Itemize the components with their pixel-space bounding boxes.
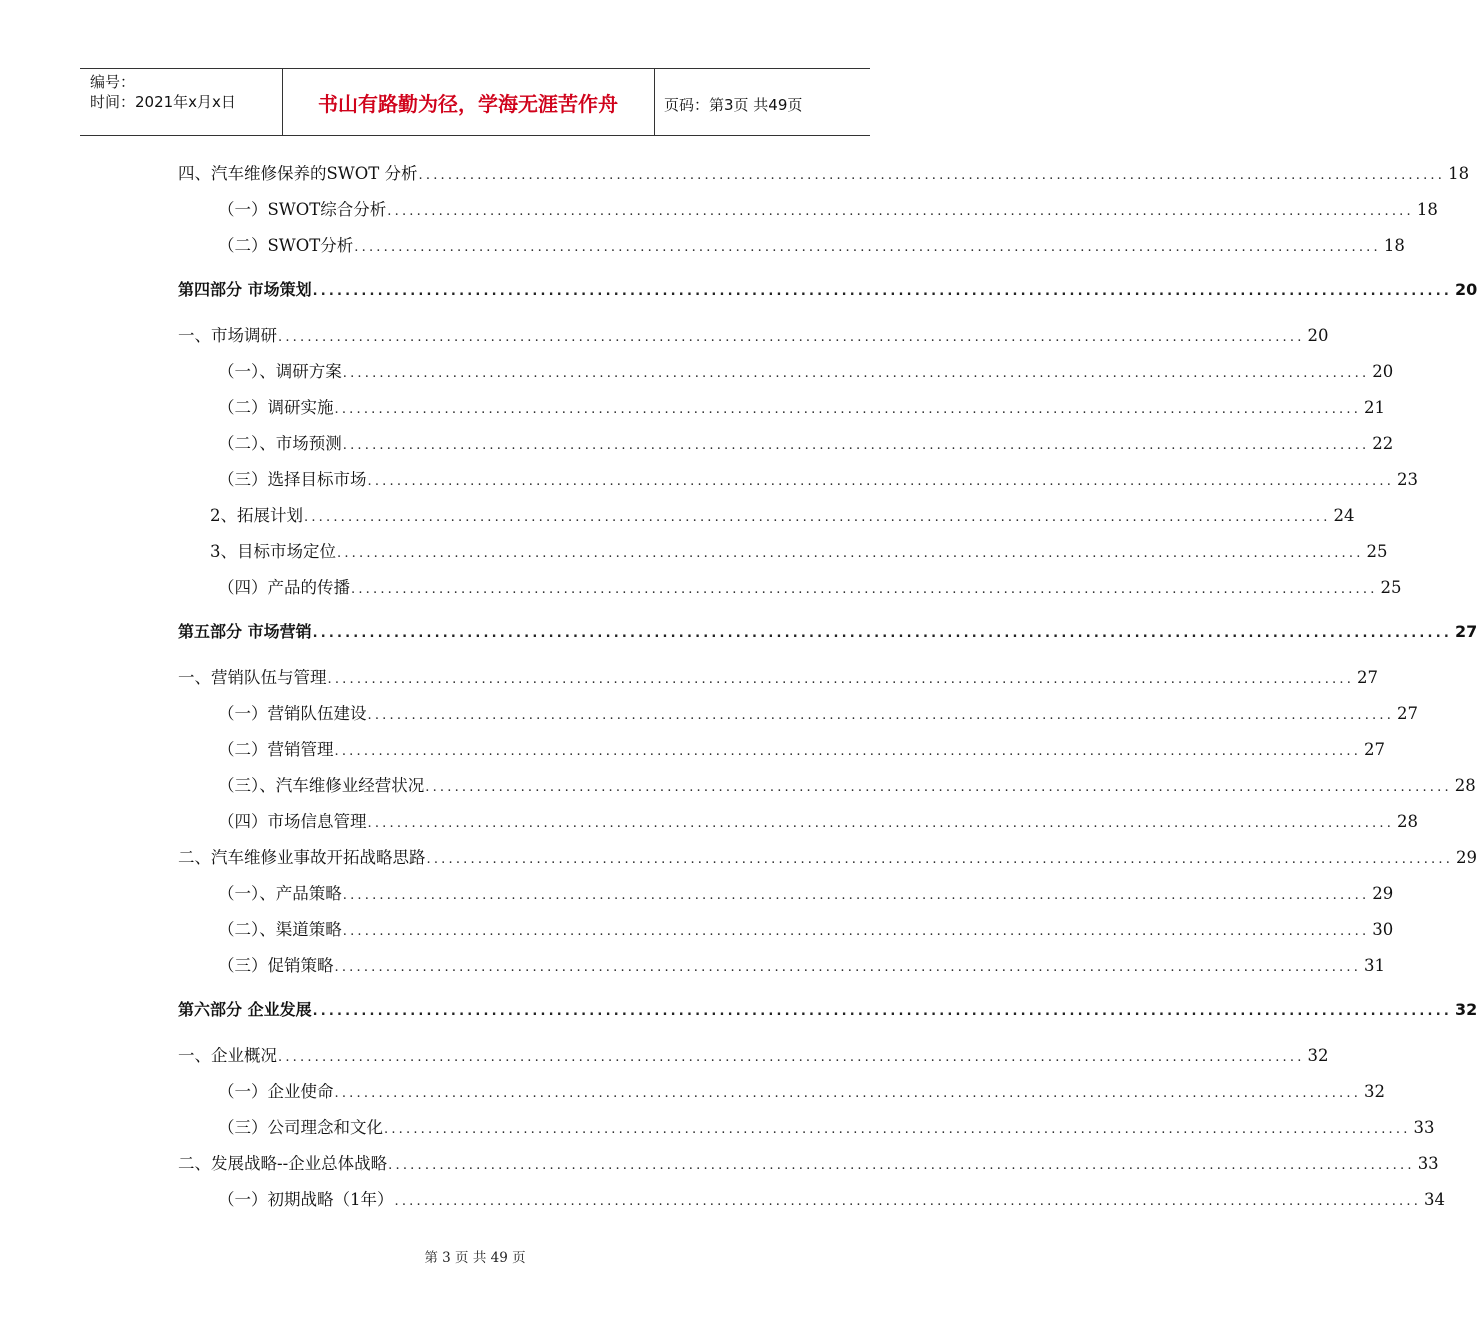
toc-entry[interactable]	[178, 664, 1379, 688]
toc-leader-dots: ............................................................................................................................................	[342, 888, 1370, 903]
toc-entry-label: （一）、调研方案	[218, 362, 342, 381]
toc-entry-page: 29	[1372, 884, 1394, 903]
toc-entry-page: 31	[1364, 956, 1386, 975]
toc-entry[interactable]	[178, 160, 1470, 184]
toc-entry[interactable]	[218, 736, 1386, 760]
toc-entry-label: （二）营销管理	[218, 740, 334, 759]
toc-entry-page: 18	[1416, 200, 1438, 219]
toc-entry-label: （一）企业使命	[218, 1082, 334, 1101]
toc-entry-page: 33	[1413, 1118, 1435, 1137]
toc-entry[interactable]	[178, 277, 1477, 301]
toc-entry-page: 18	[1383, 236, 1405, 255]
toc-entry-page: 30	[1372, 920, 1394, 939]
toc-leader-dots: ............................................................................................................................................	[367, 474, 1395, 489]
toc-leader-dots: ............................................................................................................................................	[387, 204, 1414, 219]
toc-entry-label: 第四部分 市场策划	[178, 280, 312, 299]
toc-leader-dots: ............................................................................................................................................	[367, 816, 1395, 831]
header-page-info: 页码：第3页 共49页	[664, 96, 803, 114]
toc-entry-label: 一、市场调研	[178, 326, 277, 345]
toc-entry-label: （二）、渠道策略	[218, 920, 342, 939]
toc-entry-label: （四）市场信息管理	[218, 812, 367, 831]
toc-entry-page: 20	[1372, 362, 1394, 381]
toc-entry-page: 27	[1397, 704, 1419, 723]
toc-entry-label: 一、营销队伍与管理	[178, 668, 327, 687]
toc-leader-dots: ............................................................................................................................................	[342, 438, 1370, 453]
toc-entry-label: （二）SWOT分析	[218, 236, 354, 255]
toc-entry-page: 23	[1397, 470, 1419, 489]
toc-entry-page: 20	[1454, 280, 1477, 299]
toc-entry-page: 34	[1424, 1190, 1446, 1209]
toc-entry-page: 28	[1454, 776, 1476, 795]
toc-entry-label: 二、汽车维修业事故开拓战略思路	[178, 848, 426, 867]
toc-entry-label: （二）调研实施	[218, 398, 334, 417]
toc-entry-page: 24	[1333, 506, 1355, 525]
toc-leader-dots: ............................................................................................................................................	[354, 240, 1381, 255]
toc-entry-label: （二）、市场预测	[218, 434, 342, 453]
toc-entry[interactable]	[218, 196, 1438, 220]
toc-entry[interactable]	[178, 1042, 1329, 1066]
toc-entry-label: （一）SWOT综合分析	[218, 200, 387, 219]
toc-leader-dots: ............................................................................................................................................	[342, 366, 1370, 381]
toc-leader-dots: ............................................................................................................................................	[278, 1050, 1305, 1065]
toc-leader-dots: ............................................................................................................................................	[426, 852, 1454, 867]
toc-entry[interactable]	[218, 394, 1386, 418]
toc-entry[interactable]	[218, 1078, 1386, 1102]
toc-entry-label: 四、汽车维修保养的SWOT 分析	[178, 164, 418, 183]
toc-leader-dots: ............................................................................................................................................	[334, 402, 1362, 417]
toc-entry-page: 32	[1454, 1000, 1477, 1019]
toc-entry-label: 第五部分 市场营销	[178, 622, 312, 641]
toc-leader-dots: ............................................................................................................................................	[278, 330, 1305, 345]
toc-entry-label: 一、企业概况	[178, 1046, 277, 1065]
header-divider-right	[654, 68, 655, 136]
toc-entry-page: 22	[1372, 434, 1394, 453]
toc-leader-dots: ............................................................................................................................................	[304, 510, 1331, 525]
toc-leader-dots: ............................................................................................................................................	[312, 626, 1452, 641]
toc-entry[interactable]	[218, 574, 1402, 598]
toc-leader-dots: ............................................................................................................................................	[312, 1004, 1452, 1019]
toc-leader-dots: ............................................................................................................................................	[334, 1086, 1362, 1101]
toc-entry[interactable]	[210, 502, 1355, 526]
toc-entry[interactable]	[218, 358, 1394, 382]
toc-entry-page: 18	[1448, 164, 1470, 183]
toc-leader-dots: ............................................................................................................................................	[342, 924, 1370, 939]
toc-entry[interactable]	[178, 322, 1329, 346]
toc-entry-label: （三）促销策略	[218, 956, 334, 975]
toc-entry[interactable]	[218, 916, 1394, 940]
toc-entry-label: （三）、汽车维修业经营状况	[218, 776, 425, 795]
toc-entry-label: 3、目标市场定位	[210, 542, 336, 561]
header-motto: 书山有路勤为径，学海无涯苦作舟	[318, 92, 618, 116]
toc-leader-dots: ............................................................................................................................................	[312, 284, 1452, 299]
page-footer: 第 3 页 共 49 页	[424, 1250, 526, 1266]
toc-entry[interactable]	[218, 880, 1394, 904]
toc-leader-dots: ............................................................................................................................................	[351, 582, 1378, 597]
toc-entry-page: 27	[1364, 740, 1386, 759]
toc-entry[interactable]	[218, 700, 1419, 724]
toc-leader-dots: ............................................................................................................................................	[384, 1122, 1411, 1137]
toc-entry-page: 27	[1357, 668, 1379, 687]
toc-entry[interactable]	[218, 466, 1419, 490]
header-top-rule	[80, 68, 870, 69]
toc-leader-dots: ............................................................................................................................................	[334, 960, 1362, 975]
toc-entry[interactable]	[178, 1150, 1439, 1174]
toc-entry-page: 25	[1380, 578, 1402, 597]
toc-entry-label: （三）选择目标市场	[218, 470, 367, 489]
toc-entry[interactable]	[218, 808, 1419, 832]
toc-entry-page: 33	[1417, 1154, 1439, 1173]
toc-entry-label: （一）营销队伍建设	[218, 704, 367, 723]
toc-leader-dots: ............................................................................................................................................	[425, 780, 1452, 795]
toc-entry[interactable]	[178, 844, 1477, 868]
toc-entry[interactable]	[210, 538, 1388, 562]
toc-entry-page: 29	[1456, 848, 1477, 867]
toc-entry[interactable]	[218, 430, 1394, 454]
toc-leader-dots: ............................................................................................................................................	[334, 744, 1362, 759]
toc-leader-dots: ............................................................................................................................................	[388, 1158, 1415, 1173]
toc-entry-label: （三）公司理念和文化	[218, 1118, 383, 1137]
toc-entry-label: （四）产品的传播	[218, 578, 350, 597]
toc-entry[interactable]	[178, 997, 1477, 1021]
toc-entry-label: 二、发展战略--企业总体战略	[178, 1154, 388, 1173]
toc-entry-label: 2、拓展计划	[210, 506, 303, 525]
toc-entry-page: 25	[1366, 542, 1388, 561]
toc-entry[interactable]	[218, 1186, 1446, 1210]
header-bottom-rule	[80, 135, 870, 136]
toc-entry[interactable]	[218, 952, 1386, 976]
toc-entry[interactable]	[218, 772, 1476, 796]
toc-entry-page: 27	[1454, 622, 1477, 641]
toc-entry-page: 21	[1364, 398, 1386, 417]
toc-entry[interactable]	[218, 232, 1405, 256]
toc-leader-dots: ............................................................................................................................................	[367, 708, 1395, 723]
toc-entry-page: 28	[1397, 812, 1419, 831]
toc-entry-page: 32	[1364, 1082, 1386, 1101]
toc-entry-label: 第六部分 企业发展	[178, 1000, 312, 1019]
toc-entry-page: 20	[1307, 326, 1329, 345]
toc-leader-dots: ............................................................................................................................................	[418, 168, 1446, 183]
toc-leader-dots: ............................................................................................................................................	[394, 1194, 1422, 1209]
toc-entry-label: （一）初期战略（1年）	[218, 1190, 394, 1209]
toc-entry-page: 32	[1307, 1046, 1329, 1065]
header-number-label: 编号：	[90, 73, 136, 91]
header-date: 时间：2021年x月x日	[90, 93, 236, 111]
toc-leader-dots: ............................................................................................................................................	[337, 546, 1364, 561]
toc-entry-label: （一）、产品策略	[218, 884, 342, 903]
toc-entry[interactable]	[178, 619, 1477, 643]
toc-entry[interactable]	[218, 1114, 1435, 1138]
toc-leader-dots: ............................................................................................................................................	[327, 672, 1355, 687]
